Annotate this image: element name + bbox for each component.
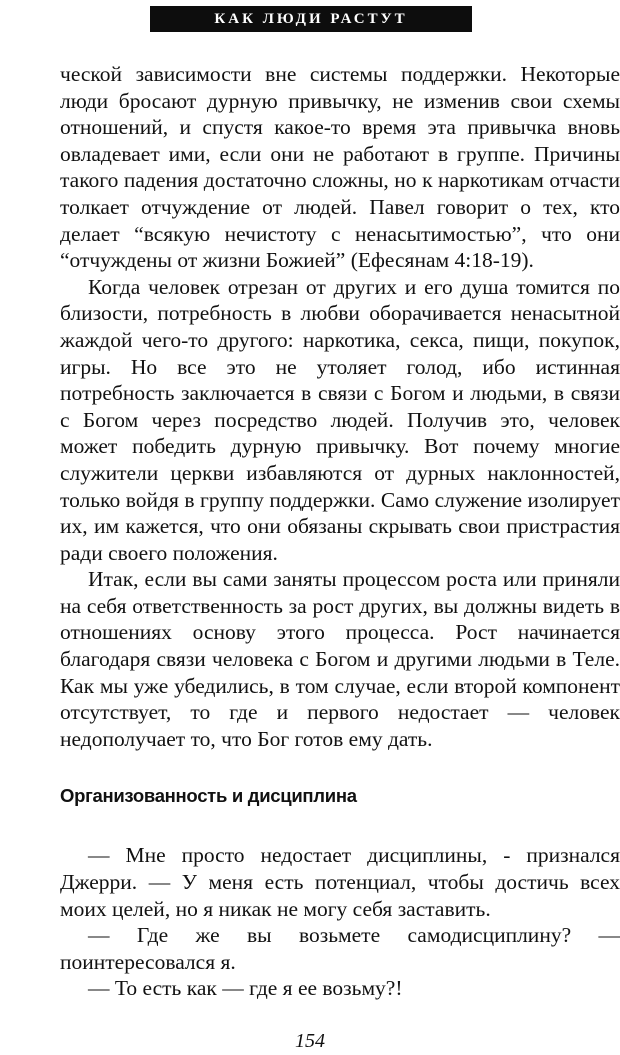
paragraph: ческой зависимости вне системы поддержки. Некоторые люди бросают дурную привычку, не изменив свои схемы отношений, и спустя какое-то время эта привычка вновь овладевает ими, если они не работают в группе. Причины такого падения достаточно сложны, но к наркотикам отчасти толкает отчуждение от людей. Павел говорит о тех, кто делает “всякую нечистоту с ненасытимостью”, что они “отчуждены от жизни Божией” (Ефесянам 4:18-19). <box>60 62 620 273</box>
paragraph: Итак, если вы сами заняты процессом роста или приняли на себя ответственность за рост других, вы должны видеть в отношениях основу этого процесса. Рост начинается благодаря связи человека с Богом и другими людьми в Теле. Как мы уже убедились, в том случае, если второй компонент отсутствует, то где и первого недостает — человек недополучает то, что Бог готов ему дать. <box>60 567 620 751</box>
page-body <box>60 61 620 1002</box>
dialogue-line: — То есть как — где я ее возьму?! <box>88 976 403 1001</box>
page-number: 154 <box>295 1030 325 1052</box>
running-title: КАК ЛЮДИ РАСТУТ <box>214 10 408 27</box>
section-heading: Организованность и дисциплина <box>60 785 357 807</box>
dialogue-line: — Где же вы возьмете самодисциплину? — поинтересовался я. <box>60 923 620 974</box>
running-header <box>150 6 472 32</box>
dialogue-line: — Мне просто недостает дисциплины, - признался Джерри. — У меня есть потенциал, чтобы достичь всех моих целей, но я никак не могу себя заставить. <box>60 843 620 921</box>
paragraph: Когда человек отрезан от других и его душа томится по близости, потребность в любви оборачивается ненасытной жаждой чего-то другого: наркотика, секса, пищи, покупок, игры. Но все это не утоляет голод, ибо истинная потребность заключается в связи с Богом и людьми, в связи с Богом через посредство людей. Получив это, человек может победить дурную привычку. Вот почему многие служители церкви избавляются от дурных наклонностей, только войдя в группу поддержки. Само служение изолирует их, им кажется, что они обязаны скрывать свои пристрастия ради своего положения. <box>60 274 620 565</box>
